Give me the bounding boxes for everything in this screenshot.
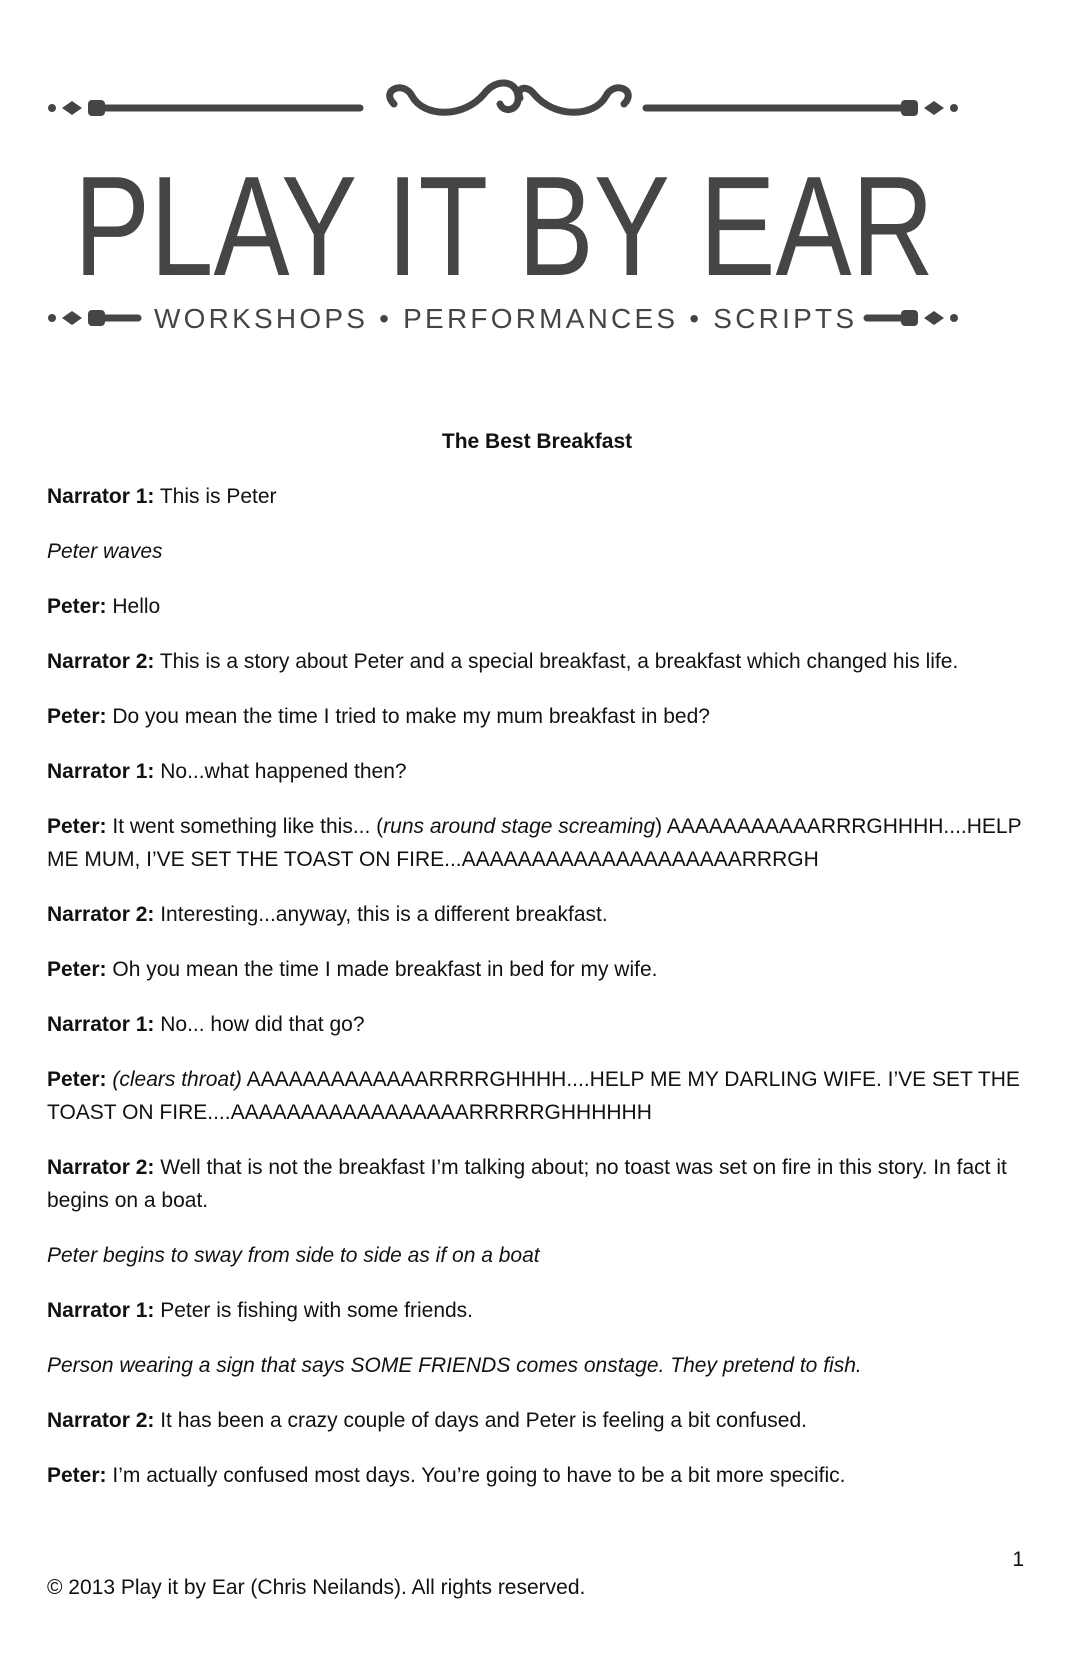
stage-direction bbox=[47, 1349, 1027, 1382]
script-body bbox=[47, 425, 1027, 1514]
dialogue-line bbox=[47, 1404, 1027, 1437]
dialogue-line bbox=[47, 810, 1027, 876]
dialogue-text: Interesting...anyway, this is a different breakfast. bbox=[160, 903, 608, 926]
script-lines bbox=[47, 480, 1027, 1492]
dialogue-text: This is Peter bbox=[159, 485, 277, 508]
speaker-name: Peter: bbox=[47, 705, 107, 728]
speaker-name: Peter: bbox=[47, 815, 107, 838]
dialogue-text: Well that is not the breakfast I’m talking about; no toast was set on fire in this story. In fact it begins on a boat. bbox=[47, 1156, 1007, 1212]
speaker-name: Peter: bbox=[47, 1068, 107, 1091]
play-it-by-ear-logo bbox=[44, 70, 1024, 360]
dialogue-text: No...what happened then? bbox=[160, 760, 407, 783]
logo-tagline: WORKSHOPS • PERFORMANCES • SCRIPTS bbox=[154, 303, 854, 334]
dialogue-line bbox=[47, 898, 1027, 931]
stage-direction bbox=[47, 1239, 1027, 1272]
dialogue-line bbox=[47, 1063, 1027, 1129]
speaker-name: Narrator 1: bbox=[47, 485, 155, 508]
dialogue-text: ) AAAAAAAAAAARRRGHHHH....HELP ME MUM, I’VE SET THE TOAST ON FIRE...AAAAAAAAAAAAAAAAAAAARRRGH bbox=[47, 815, 1022, 871]
dialogue-text: AAAAAAAAAAAAARRRRGHHHH....HELP ME MY DARLING WIFE. I’VE SET THE TOAST ON FIRE....AAAAAAAAAAAAAAAAARRRRRGHHHHHH bbox=[47, 1068, 1020, 1124]
dialogue-text: Do you mean the time I tried to make my mum breakfast in bed? bbox=[112, 705, 710, 728]
speaker-name: Narrator 2: bbox=[47, 650, 155, 673]
speaker-name: Peter: bbox=[47, 595, 107, 618]
dialogue-text: Peter is fishing with some friends. bbox=[160, 1299, 474, 1322]
dialogue-text: Oh you mean the time I made breakfast in bed for my wife. bbox=[112, 958, 658, 981]
speaker-name: Narrator 2: bbox=[47, 1156, 155, 1179]
speaker-name: Narrator 1: bbox=[47, 1299, 155, 1322]
dialogue-line bbox=[47, 480, 1027, 513]
dialogue-text: It went something like this... ( bbox=[112, 815, 384, 838]
dialogue-text: I’m actually confused most days. You’re going to have to be a bit more specific. bbox=[112, 1464, 846, 1487]
page-number: 1 bbox=[1012, 1548, 1024, 1571]
stage-direction bbox=[47, 535, 1027, 568]
speaker-name: Peter: bbox=[47, 1464, 107, 1487]
stage-direction-text: Peter begins to sway from side to side as if on a boat bbox=[47, 1244, 540, 1267]
dialogue-line bbox=[47, 645, 1027, 678]
dialogue-line bbox=[47, 755, 1027, 788]
dialogue-text: No... how did that go? bbox=[160, 1013, 365, 1036]
dialogue-line bbox=[47, 1459, 1027, 1492]
dialogue-line bbox=[47, 590, 1027, 623]
copyright-notice: © 2013 Play it by Ear (Chris Neilands). All rights reserved. bbox=[47, 1576, 586, 1599]
stage-direction-text: Person wearing a sign that says SOME FRIENDS comes onstage. They pretend to fish. bbox=[47, 1354, 862, 1377]
dialogue-line bbox=[47, 953, 1027, 986]
dialogue-line bbox=[47, 1151, 1027, 1217]
speaker-name: Peter: bbox=[47, 958, 107, 981]
dialogue-text: It has been a crazy couple of days and Peter is feeling a bit confused. bbox=[160, 1409, 807, 1432]
inline-direction: runs around stage screaming bbox=[383, 815, 656, 838]
inline-direction: (clears throat) bbox=[112, 1068, 242, 1091]
stage-direction-text: Peter waves bbox=[47, 540, 163, 563]
speaker-name: Narrator 2: bbox=[47, 1409, 155, 1432]
dialogue-line bbox=[47, 1008, 1027, 1041]
dialogue-line bbox=[47, 700, 1027, 733]
dialogue-line bbox=[47, 1294, 1027, 1327]
dialogue-text: This is a story about Peter and a special breakfast, a breakfast which changed his life. bbox=[159, 650, 959, 673]
dialogue-text: Hello bbox=[112, 595, 161, 618]
script-title: The Best Breakfast bbox=[441, 430, 633, 453]
speaker-name: Narrator 2: bbox=[47, 903, 155, 926]
speaker-name: Narrator 1: bbox=[47, 760, 155, 783]
speaker-name: Narrator 1: bbox=[47, 1013, 155, 1036]
logo-title: PLAY IT BY EAR bbox=[74, 147, 934, 306]
